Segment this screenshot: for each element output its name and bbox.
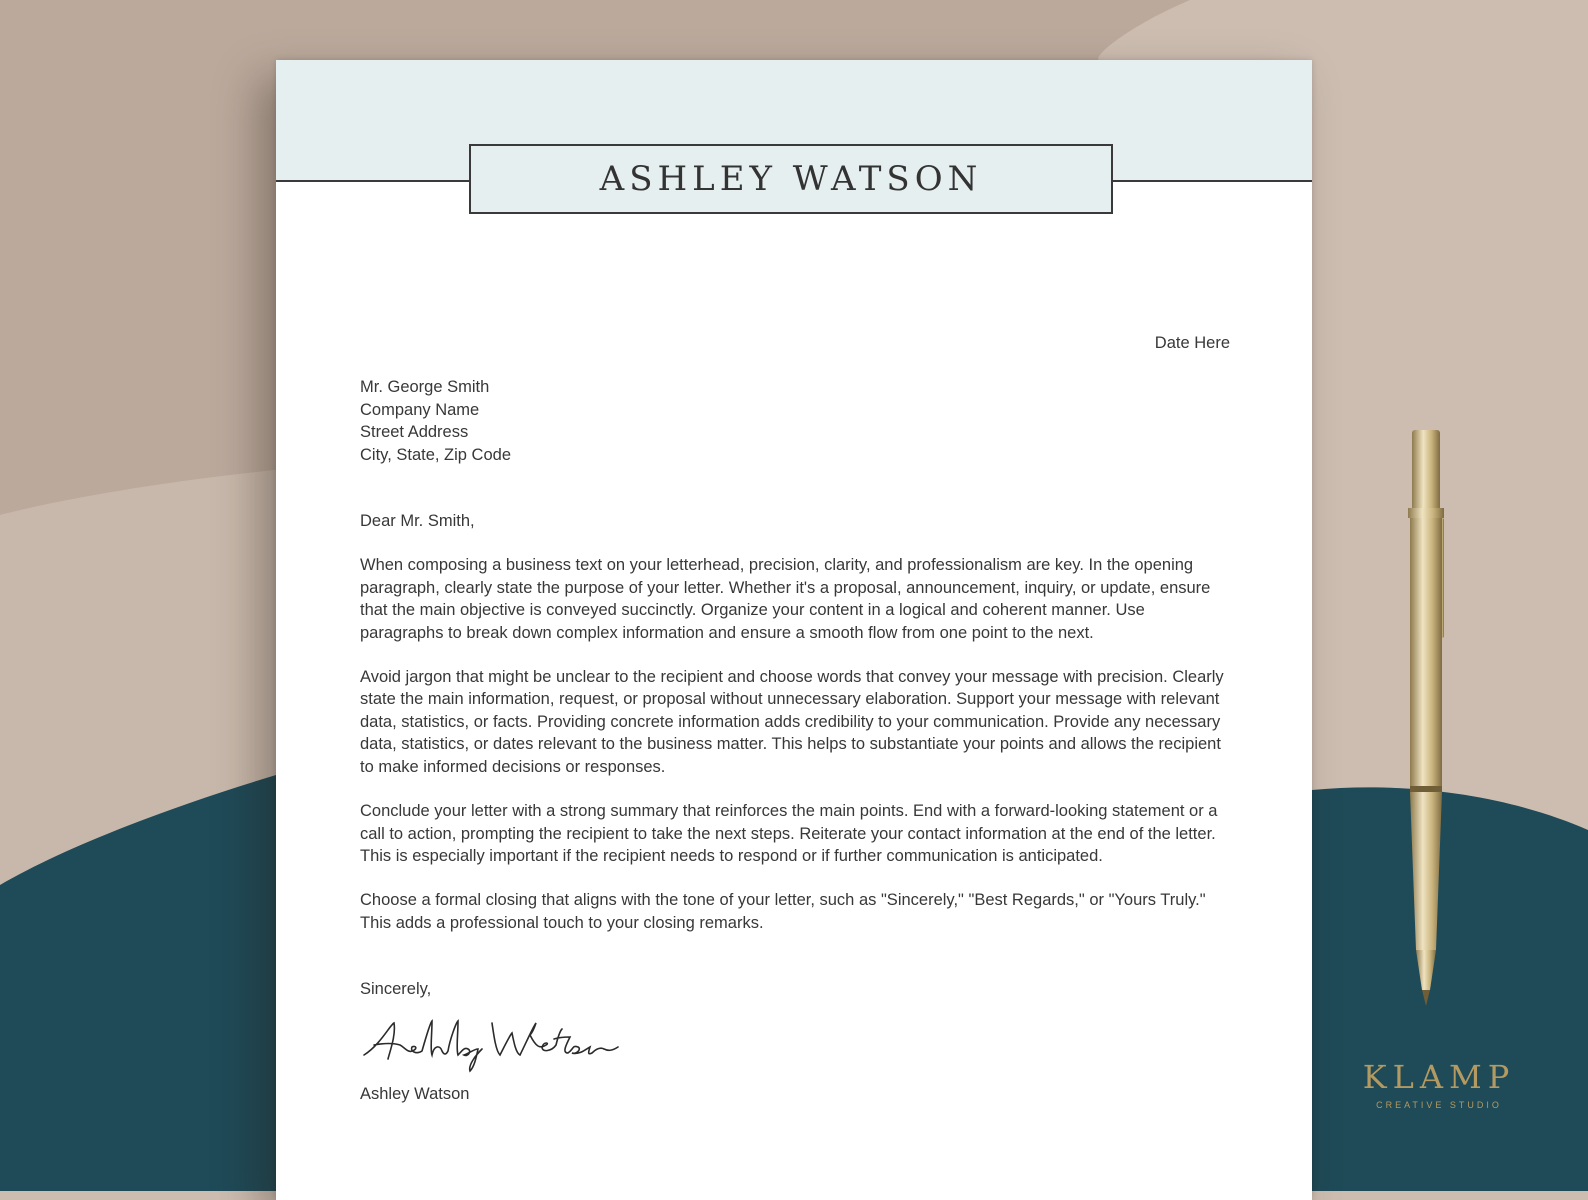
paragraph-1: When composing a business text on your letterhead, precision, clarity, and professionalism are key. In the opening paragraph, clearly state the purpose of your letter. Whether it's a proposal, announcement, inquiry, or update, ensure that the main objective is conveyed succinctly. Organize your content in a logical and coherent manner. Use paragraphs to break down complex information and ensure a smooth flow from one point to the next. (360, 556, 1211, 642)
letterhead-name: ASHLEY WATSON (599, 159, 983, 199)
brand-name: KLAMP (1362, 1058, 1516, 1096)
recipient-street: Street Address (360, 423, 469, 442)
recipient-city: City, State, Zip Code (360, 445, 512, 464)
brand-subtitle: CREATIVE STUDIO (1376, 1100, 1502, 1110)
pen-image (1398, 430, 1458, 1030)
brand-logo (1354, 1058, 1524, 1110)
paragraph-3: Conclude your letter with a strong summary that reinforces the main points. End with a forward-looking statement or a call to action, prompting the recipient to take the next steps. Reiterate your contact information at the end of the letter. This is especially important if the recipient needs to respond or if further communication is anticipated. (360, 802, 1218, 865)
letter-date: Date Here (1154, 334, 1230, 352)
paragraph-2: Avoid jargon that might be unclear to the recipient and choose words that convey your message with precision. Clearly state the main information, request, or proposal without unnecessary elaboration. Support your message with relevant data, statistics, or facts. Providing concrete information adds credibility to your communication. Provide any necessary data, statistics, or dates relevant to the business matter. This helps to substantiate your points and allows the recipient to make informed decisions or responses. (360, 668, 1224, 776)
signature (360, 1015, 620, 1075)
letter-page (276, 60, 1312, 1200)
recipient-block (360, 376, 1230, 466)
salutation: Dear Mr. Smith, (360, 512, 475, 531)
recipient-company: Company Name (360, 400, 480, 419)
letter-body (360, 332, 1230, 1105)
name-box (469, 144, 1113, 214)
closing: Sincerely, (360, 980, 432, 999)
recipient-name: Mr. George Smith (360, 378, 490, 397)
paragraph-4: Choose a formal closing that aligns with the tone of your letter, such as "Sincerely," "Best Regards," or "Yours Truly." This adds a professional touch to your closing remarks. (360, 891, 1206, 932)
signer-name: Ashley Watson (360, 1084, 470, 1103)
